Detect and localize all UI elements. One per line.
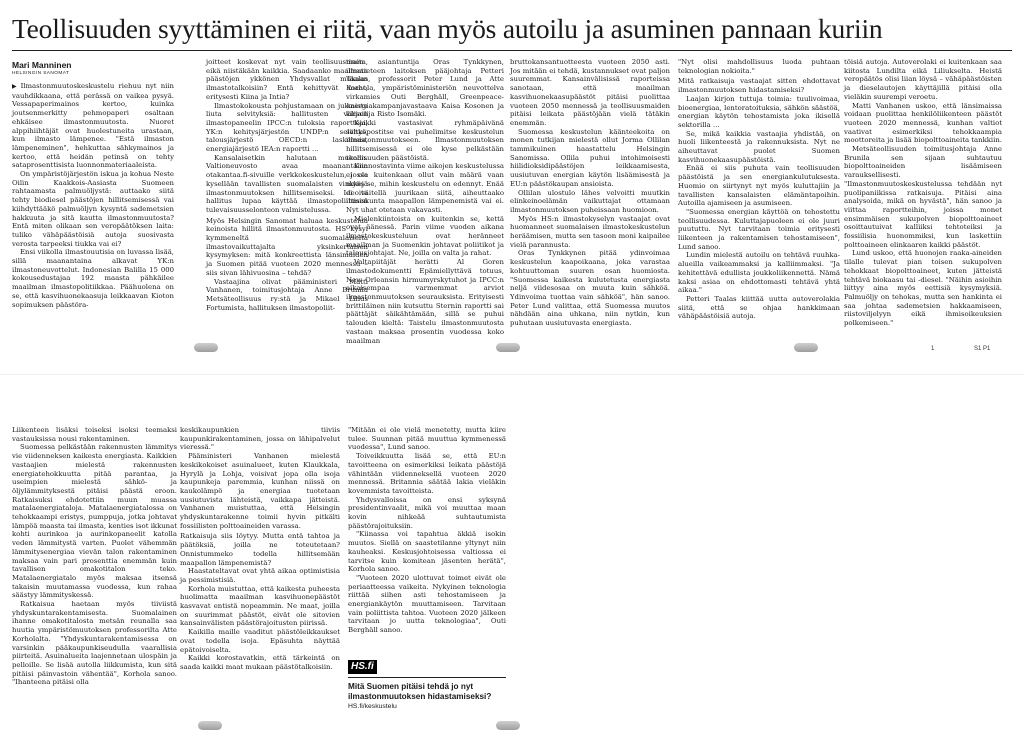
discussion-link[interactable]: HS.fi/keskustelu — [348, 703, 397, 710]
column-6 — [844, 58, 1002, 334]
column-1 — [12, 82, 174, 334]
paragraph: "Nyt olisi mahdollisuus luoda puhtaan teknologian nokioita." — [678, 58, 840, 75]
paragraph: Ensi viikolla ilmastouutisia on luvassa lisää, sillä maanantaina alkavat YK:n ilmastoneuvottelut. Indonesian Balilla 15 000 kokousedustajaa 192 maasta pähkäilee maailman ilmastopolitiikkaa. Päähuolena on se, että kasvihuonekaasuja leikkaavan Kioton sopimuksen päästöra- — [12, 248, 174, 309]
column-3 — [346, 58, 504, 345]
title-rule — [12, 50, 1012, 51]
byline — [12, 60, 174, 77]
paragraph: Yhdysvalloissa on ensi syksynä presidentinvaalit, mikä voi muuttaa maan kovin nihkeää suhtautumista päästörajoituksiin. — [348, 495, 506, 530]
paragraph: Suomessa keskustelun käänteekoita on monen tutkijan mielestä ollut Jorma Ollilan tammikuinen haastattelu Helsingin Sanomissa. Ollila puhui intohimoisesti hiilidioksidipäästöjen leikkaamisesta, uusiutuvan energian käytön lisäämisestä ja EU:n päästökaupan ansioista. — [510, 127, 670, 188]
author-org: HELSINGIN SANOMAT — [12, 71, 70, 76]
page-scroll-handle-3[interactable] — [794, 343, 818, 352]
paragraph: "Suomessa energian käyttöä on tehostettu teollisuudessa. Kuluttajapuoleen ei ole juuri puututtu. Nyt tarvitaan toimia eritysesti liikenteen ja rakentamisen tehostamiseen", Lund sanoo. — [678, 207, 840, 251]
paragraph: Se, mikä kaikkia vastaajia yhdistää, on huoli liikenteestä ja rakennuksista. Nyt ne aiheuttavat puolet Suomen kasvihuonekaasupäästöistä. — [678, 129, 840, 164]
paragraph: Mielenkiintoista on kuitenkin se, kettä ovat äänessä. Parin viime vuoden aikana ilmastokeskusteluun ovat heränneet maailman ja Suomenkin johtavat poliitikot ja talousjohtajat. Ne, joilla on valta ja rahat. — [346, 214, 504, 258]
paragraph: töisiä autoja. Autoverolaki ei kuitenkaan saa kiitosta Lundilta eikä Liliukselta. Heistä veropäätös olisi liian löysä – vähäpäästöisten ja dieselautojen käyttäjillä pitäisi olla vieläkin suurempi veroetu. — [844, 58, 1002, 101]
page-scroll-handle-1[interactable] — [194, 343, 218, 352]
paragraph: Toiveikkuutta lisää se, että EU:n tavoitteena on esimerkiksi leikata päästöjä vähintään viidenneksellä vuoteen 2020 mennessä. Britannia säätää lakia vieläkin kovemmista tavoitteista. — [348, 452, 506, 495]
column-7 — [12, 426, 177, 726]
paragraph: Valtapiitäjät herätti Al Goren ilmastodokumentti Epämiellyttävä totuus, New Orleansin hirmumyrskytuhot ja IPCC:n aikaisempaa varmemmat arviot ilmastonmuutoksen seurauksista. Erityisesti brittiläinen niin kutsuttu Sternin raportti sai päättäjät säikähtämään, sillä se puhui talouden kieltä: Taistelu ilmastonmuutosta vastaan maksaa prosentin vuodessa koko maailman — [346, 258, 504, 345]
paragraph: Korhola muistuttaa, että kaikesta puheesta huolimatta maailman kasvihuonepäästöt kasvavat entistä nopeammin. Ne maat, joilla on suurimmat päästöt, eivät ole sitovien kansainvälisten päästörajoitusten piirissä. — [180, 584, 340, 628]
hs-logo: HS.fi — [348, 660, 377, 674]
paragraph: Petteri Taalas kiittää uutta autoverolakia siitä, että se ohjaa hankkimaan vähäpäästöisiä autoja. — [678, 294, 840, 321]
paragraph: Liikenteen lisäksi toiseksi isoksi teemaksi vastauksissa nousi rakentaminen. — [12, 426, 177, 443]
discussion-box — [348, 654, 506, 710]
lead-arrow-icon: ▶ — [12, 83, 19, 90]
paragraph: Lund uskoo, että huonojen raaka-aineiden tilalle tulevat pian toisen sukupolven tehokkaat biopolttoaineet, kuten jätteistä tehtävä biokaasu tai -diesel. "Näihin asioihin liittyy aina myös eettisiä kysymyksiä. Palmuöljy on tehokas, mutta sen hankinta ei saa johtaa sademetsien hakkaamiseen, riistoviljelyyn eikä ihmisoikeuksien polkemiseen." — [844, 249, 1002, 328]
paragraph: Ilmastokokousta pohjustamaan on julkaistu liuta selvityksiä: hallitusten välisen ilmastopaneelin IPCC:n tuloksia raportteja, YK:n kehitysjärjestön UNDP:n selvitys, talousjärjestö OECD:n laskelmia, energiajärjestö IEA:n raportti … — [206, 101, 368, 154]
paragraph: Kiinnostavinta viime aikojen keskustelussa ei ole kuitenkaan ollut vain määrä vaan myös se, mihin keskustelu on edennyt. Enää ei väitellä juurikaan siitä, aiheuttaako ihmiskunta maapallon lämpenemistä vai ei. Nyt uhat otetaan vakavasti. — [346, 162, 504, 214]
paragraph: "Mitään ei ole vielä menetetty, mutta kiire tulee. Suunnan pitää muuttua kymmenessä vuodessa", Lund sanoo. — [348, 426, 506, 452]
paragraph: Kaikki korostavatkin, että tärkeintä on saada kaikki maat mukaan päästötalkoisiin. — [180, 654, 340, 671]
paragraph: Ollilan ulostulo lähes velvoitti muutkin elinkeinoelämän vaikuttajat ottamaan ilmastonmuutoksen puheissaan huomioon. — [510, 188, 670, 214]
discussion-question: Mitä Suomen pitäisi tehdä jo nyt ilmastonmuutoksen hidastamiseksi? — [348, 682, 492, 701]
paragraph: joitteet koskevat nyt vain teollisuusmaita, eikä niistäkään kaikkia. Saadaanko maailman päästöjen ykkönen Yhdysvallat mukaan ilmastotalkoisiin? Entä kehittyvät maat, eritysesti Kiina ja Intia? — [206, 58, 368, 101]
paragraph: Laajan kirjon tuttuja toimia: tuulivoimaa, bioenergiaa, lentoratoituksia, sähkön säästöä, energian käytön tehostamista joka ikisellä sektorilla … — [678, 94, 840, 129]
paragraph: Oras Tynkkynen pitää ydinvoimaa keskustelun kaapoikaana, joka varastaa kohtuuttoman suuren osan huomiosta. "Suomessa kaikesta kulutetusta energiasta neljä viidesosaa on muuta kuin sähköä. Ydinvoima tuottaa vain sähköä", hän sanoo. Peter Lund valittaa, että Suomessa muutos nähdään aina uhkana, niin nytkin, kun puhutaan uusiutuvasta energiasta. — [510, 249, 670, 328]
headline: Teollisuuden syyttäminen ei riitä, vaan myös autoilu ja asuminen pannaan kuriin — [12, 13, 883, 44]
paragraph: keskikaupunkien tiiviis kaupunkirakentaminen, jossa on lähipalvelut vieressä." — [180, 426, 340, 452]
paragraph: Matti Vanhanen uskoo, että länsimaissa voidaan puolittaa henkilöliikenteen päästöt vuoteen 2020 mennessä, kunhan valtiot vaativat esimerkiksi tehokkaampia moottoreita ja lisää biopolttoaineita tankkiin. — [844, 101, 1002, 145]
page-divider — [0, 374, 1024, 375]
column-5 — [678, 58, 840, 334]
box-rule — [348, 677, 506, 678]
paragraph: Suomessa pelkästään rakennusten lämmitys vie viidenneksen kaikesta energiasta. Kaikkien vastaajien mielestä rakennusten energiatehokkuutta pitää parantaa, ja useimpien mielestä sähkö- ja öljylämmityksestä pitäisi päästä eroon. Ratkaisuksi ehdotettiin muun muassa matalaenergiataloja. Matalaenergiatalossa on tehokkaampi eristys, pumppuja, jotka johtavat lämpöä maasta tai ilmasta, kenties isot ikkunat kohti aurinkoa ja aurinkopaneelit katolla veden lämmitystä varten. Puolet vähemmän lämmitysenergiaa vievän talon rakentaminen maksaa vain pari prosenttia enemmän kuin tavallisen omakotitalon teko. Matalaenergiatalo myös maksaa itsensä takaisin muutamassa vuodessa, kun rahaa säästyy lämmityskessä. — [12, 443, 177, 600]
paragraph: Myös Helsingin Sanomat haluaa keskustelua keinoista hillitä ilmastonmuutosta. HS kysyi kymmeneltä suomalaiselta ilmastovaikuttajalta yksinkertaisen kysymyksen: mitä konkreettista länsimaiden ja Suomen pitää vuoteen 2020 mennessä – siis sivan lähivuosina – tehdä? — [206, 216, 368, 277]
paragraph: Haastateltavat ovat yhtä aikaa optimistisia ja pessimistisiä. — [180, 567, 340, 584]
author-name: Mari Manninen — [12, 60, 72, 70]
paragraph: tinen asiantuntija Oras Tynkkynen, ilmatieteen laitoksen pääjohtaja Petteri Taalas, professorit Peter Lund ja Atte Korhola, ympäristöministeriön neuvottelva virkamies Outi Berghäll, Greenpeace-energiakampanjavastaava Kaisa Kosonen ja kirjailija Risto Isomäki. — [346, 58, 504, 119]
paragraph: "Vuoteen 2020 ulottuvat toimet eivät ole periaatteessa vaikeita. Nykyinen teknologia riittää siihen asti tehostamiseen ja energiankäytön muuttamiseen. Tarvitaan vain poliittista tahtoa. Vuoteen 2020 jälkeen tarvitaan jo uutta teknologiaa", Outi Berghäll sanoo. — [348, 573, 506, 635]
paragraph: ▶ Ilmastonmuutoskeskustelu riehuu nyt niin vauhdikkaana, että perässä on vaikea pysyä. Vessapaperimainos kertoo, kuinka joutsenmerkitty pehmopaperi osaltaan ehkäisee ilmastonmuutosta. Nuoret alppihiihtäjät ovat huolestuneita urastaan, kun ilmasto lämpenee. "Estä ilmaston lämpeneminen", hehkuttaa sähkymainos ja kertoo, että heidän petinsä on tehty sataprosenttisista luonnonmateriaaleista. — [12, 82, 174, 170]
paragraph: Vastaajina olivat pääministeri Matti Vanhanen, toimitusjohtaja Anne Brunila Metsäteollisuus ry:stä ja Mikael Lilius Fortumista, hallituksen ilmastopoliit- — [206, 277, 368, 312]
column-8 — [180, 426, 340, 726]
paragraph: bruttokansantuotteesta vuoteen 2050 asti. Jos mitään ei tehdä, kustannukset ovat paljon suuremmat. Kansainvälisissä raporteissa sanotaan, että maailman kasvihuonekaasupäästöt pitäisi puolittaa vuoteen 2050 mennessä ja teollisuusmaiden pitäisi leikata päästöjään vielä tätäkin enemmän. — [510, 58, 670, 127]
page-code: S1 P1 — [974, 346, 991, 352]
column-2 — [206, 58, 368, 334]
page-scroll-handle-5[interactable] — [496, 721, 520, 730]
column-4 — [510, 58, 670, 334]
paragraph: Myös HS:n ilmastokyselyn vastaajat ovat huomanneet suomalaisen ilmastokeskustelun heräämisen, mutta sen tasoon moni kaipailee vielä parannusta. — [510, 214, 670, 249]
paragraph: Ratkaisuja siis löytyy. Mutta entä tahtoa ja päätöksiä, joilla ne toteutetaan? Onnistummeko todella hillitsemään maapallon lämpenemistä? — [180, 532, 340, 567]
paragraph: "Kiinassa voi tapahtua äkkiä isokin muutos. Siellä on saastetilanne yltynyt niin kauheaksi. Keskusjohtoisessa valtiossa ei tarvitse kuin komitean jäsenten herätä", Korhola sanoo. — [348, 530, 506, 574]
paragraph: On ympäristöjärjestön iskua ja kohua Neste Oilin Kaakkois-Aasiasta Suomeen rahtaamasta palmuöljystä: auttaako siitä tehty biodiesel päästöjen hillitsemisessä vai kiihdyttääkö palmuöljyn kysyntä sademetsien hakkuuta ja sitä kautta ilmastonmuutosta? Entä miten olikaan sen veropäätöksen laita: tuliko vähäpäästöisiä autoja suosivasta verosta tarpeeksi tiukka vai ei? — [12, 170, 174, 248]
paragraph: Lundin mielestä autoilu on tehtävä ruuhka-alueilla vaikeammaksi ja kalliimmaksi. "Ja kehitettävä edullista joukkoliikennettä. Nämä kaksi asiaa on ehdottomasti tehtävä yhtä aikaa." — [678, 251, 840, 295]
page-section-number: 1 — [931, 346, 935, 352]
paragraph: Pääministeri Vanhanen mielestä keskikokoiset asuinalueet, kuten Klaukkala, Hyrylä ja Lohja, voisivat jopa olla isoja kaupunkeja paremmia, kunhan niissä on kaukolämpö ja energiaa tuotetaan uusiutuvista lähteistä, vaikkapa jätteistä. Vanhanen muistuttaa, että Helsingin yhdyskuntarakenne toimii hyvin pitkälti fossiilisten polttoaineiden varassa. — [180, 452, 340, 530]
paragraph: Kansalaisetkin halutaan mukaan. Valtioneuvosto avaa maanantaina otakantaa.fi-sivuille verkkokeskustelun, jossa kysellään tavallisten suomalaisten vinkkejä ilmastonmuutoksen hillitsemiseksi. Ideoita hallitus lupaa käyttää ilmastopoliittisen tulevaisuusselonteon valmistelussa. — [206, 153, 368, 214]
paragraph: Mitä ratkaisuja vastaajat sitten ehdottavat ilmastonmuutoksen hidastamiseksi? — [678, 77, 840, 95]
paragraph: Metsäteollisuuden toimitusjohtaja Anne Brunila sen sijaan suhtautuu biopolttoaineiden lisäämiseen varauksellisesti. "Ilmastonmuutoskeskustelussa tehdään nyt puolipaniikissa ratkaisuja. Pitäisi aina analysoida, mikä on hyvästä", hän sanoo ja viittaa raportteihin, joissa monet ensimmäisen sukupolven biopolttoaineet osoittautuivat kalliiksi tehtoteiksi ja fossiilisia huonommiksi, kun laskettiin polttoaineen elinkaaren kaikki päästöt. — [844, 145, 1002, 249]
paragraph: Kaikilla maille vaaditut päästöleikkaukset ovat todella isoja. Epäsuhta näyttää epätoivoiselta. — [180, 628, 340, 654]
page-scroll-handle-4[interactable] — [198, 721, 222, 730]
paragraph: Kaikki vastasivat ryhmäpäivänä sähköpostitse vai puhelimitse keskustelun ilmastonmuutokseen. Ilmastonmuutoksen hillitsemisessä ei ole kyse pelkästään teollisuuden päästöistä. — [346, 118, 504, 162]
paragraph: Enää ei siis puhuta vain teollisuuden päästöistä ja sen energiankulutuksesta. Huomio on siirtynyt nyt myös kuluttajiin ja tavallisten kansalaisten elämäntapoihin. Autoilla ajamiseen ja asumiseen. — [678, 164, 840, 208]
page-scroll-handle-2[interactable] — [496, 343, 520, 352]
paragraph: Ratkaisua haetaan myös tiiviistä yhdyskuntarakentamisesta. Suomalainen ihanne omakotitalosta metsän reunalla saa huutia ympäristömuutoksen professorilta Atte Korholalta. "Yhdyskuntarakentamisessa on varsinkin pääkaupunkiseudulla vaarallisia piirteitä. Asuinalueita laajennetaan ulospäin ja pelloille. Se lisää autolla liikkumista, kun sitä pitäisi päinvastoin vähentää", Korhola sanoo. "Ihanteena pitäisi olla — [12, 600, 177, 687]
column-9 — [348, 426, 506, 648]
